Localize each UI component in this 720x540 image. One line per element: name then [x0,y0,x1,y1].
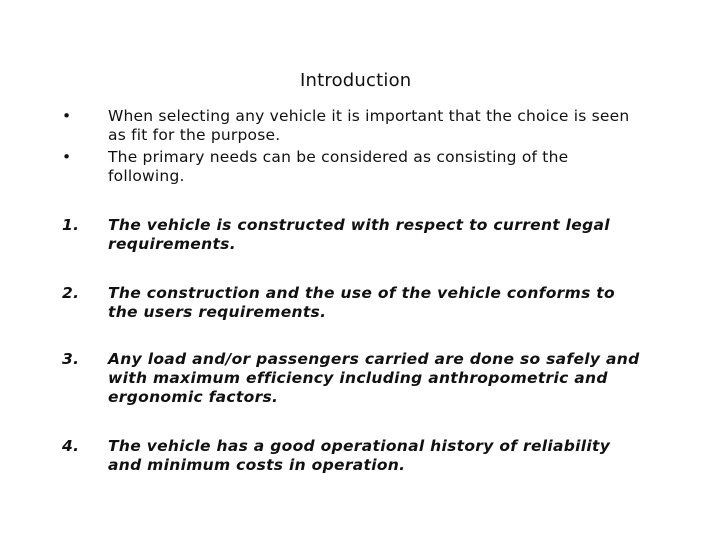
numbered-text: The construction and the use of the vehicle conforms to the users requirements. [108,284,615,321]
bullet-text: The primary needs can be considered as consisting of the following. [108,148,569,185]
numbered-text: Any load and/or passengers carried are done so safely and with maximum efficiency including anthropometric and ergonomic factors. [108,350,640,406]
bullet-marker: • [62,107,72,125]
number-marker: 1. [62,216,80,234]
number-marker: 2. [62,284,80,302]
numbered-text: The vehicle has a good operational history of reliability and minimum costs in operation. [108,437,611,474]
numbered-text: The vehicle is constructed with respect to current legal requirements. [108,216,610,253]
slide-title-text: Introduction [300,70,412,91]
number-marker: 3. [62,350,80,368]
number-marker: 4. [62,437,80,455]
bullet-text: When selecting any vehicle it is important that the choice is seen as fit for the purpose. [108,107,630,144]
bullet-marker: • [62,148,72,166]
